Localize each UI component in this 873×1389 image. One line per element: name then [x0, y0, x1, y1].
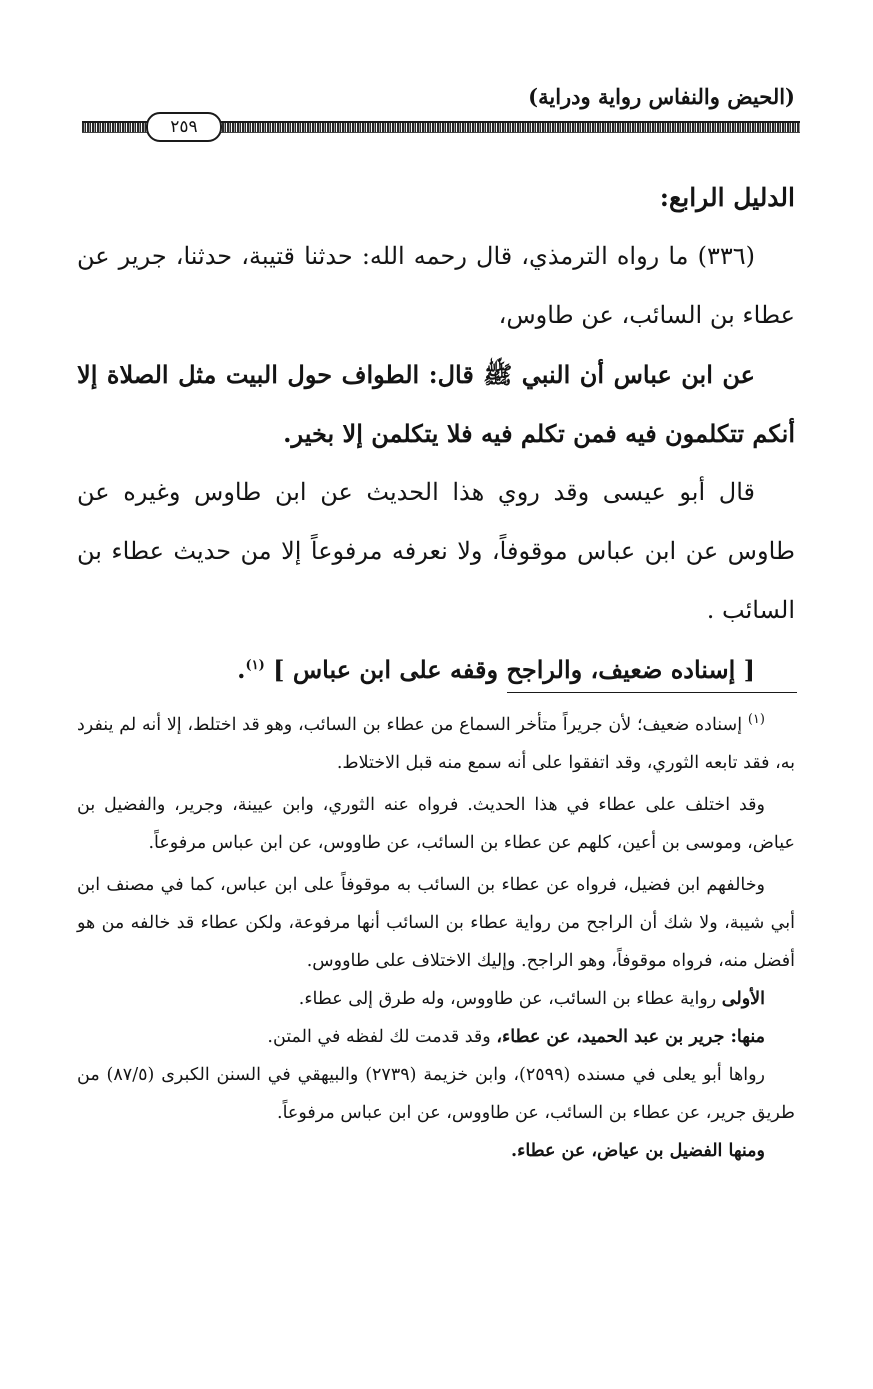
footnote-bold-lead: الأولى: [721, 989, 765, 1009]
footnote-paragraph: وقد اختلف على عطاء في هذا الحديث. فرواه عنه الثوري، وابن عيينة، وجرير، والفضيل بن عياض، وموسى بن أعين، كلهم عن عطاء بن السائب، عن طاووس، عن ابن عباس مرفوعاً.: [77, 795, 795, 853]
footnote-separator: [507, 692, 797, 693]
footnote-paragraph: [77, 1018, 795, 1056]
footnote-paragraph: ومنها الفضيل بن عياض، عن عطاء.: [511, 1141, 765, 1161]
main-text: [77, 168, 795, 699]
hadith-grading: [77, 640, 795, 699]
footnote-text: رواية عطاء بن السائب، عن طاووس، وله طرق إلى عطاء.: [298, 989, 717, 1009]
hadith-isnad: [77, 227, 795, 345]
footnote-paragraph: وخالفهم ابن فضيل، فرواه عن عطاء بن السائب به موقوفاً على ابن عباس، كما في مصنف ابن أبي شيبة، ولا شك أن الراجح من رواية عطاء بن السائب أنها مرفوعة، ولكن عطاء قد خالفه من هو أفضل منه، فرواه موقوفاً، وهو الراجح. وإليك الاختلاف على طاووس.: [77, 875, 795, 971]
running-header-title: (الحيض والنفاس رواية ودراية): [528, 84, 795, 109]
hadith-number: (٣٣٦): [697, 242, 755, 270]
footnote-ref: (١): [245, 658, 265, 673]
isnad-text: ما رواه الترمذي، قال رحمه الله: حدثنا قتيبة، حدثنا، جرير عن عطاء بن السائب، عن طاوس،: [77, 242, 795, 329]
page-number: ٢٥٩: [146, 112, 222, 142]
grading-end: .: [237, 655, 246, 684]
footnote-1-marker: (١): [747, 712, 765, 728]
footnote-paragraph: رواها أبو يعلى في مسنده (٢٥٩٩)، وابن خزيمة (٢٧٣٩) والبيهقي في السنن الكبرى (٨٧/٥) من طريق جرير، عن عطاء بن السائب، عن طاووس، عن ابن عباس مرفوعاً.: [77, 1065, 795, 1123]
footnote-1-text: إسناده ضعيف؛ لأن جريراً متأخر السماع من عطاء بن السائب، وهو قد اختلط، إلا أنه لم ينفرد به، فقد تابعه الثوري، وقد اتفقوا على أنه سمع منه قبل الاختلاط.: [77, 715, 795, 773]
footnote-paragraph: [77, 980, 795, 1018]
footnote-bold-lead: منها: جرير بن عبد الحميد، عن عطاء،: [496, 1027, 765, 1047]
footnote-text: وقد قدمت لك لفظه في المتن.: [267, 1027, 491, 1047]
hadith-matn: عن ابن عباس أن النبي ﷺ قال: الطواف حول البيت مثل الصلاة إلا أنكم تتكلمون فيه فمن تكلم فيه فلا يتكلمن إلا بخير.: [77, 360, 795, 448]
grading-text: [ إسناده ضعيف، والراجح وقفه على ابن عباس ]: [273, 655, 755, 684]
section-heading: الدليل الرابع:: [659, 183, 795, 212]
footnote-1: [77, 706, 795, 782]
footnotes: [77, 706, 795, 1170]
tirmidhi-commentary: قال أبو عيسى وقد روي هذا الحديث عن ابن طاوس وغيره عن طاوس عن ابن عباس موقوفاً، ولا نعرفه مرفوعاً إلا من حديث عطاء بن السائب .: [77, 478, 795, 624]
